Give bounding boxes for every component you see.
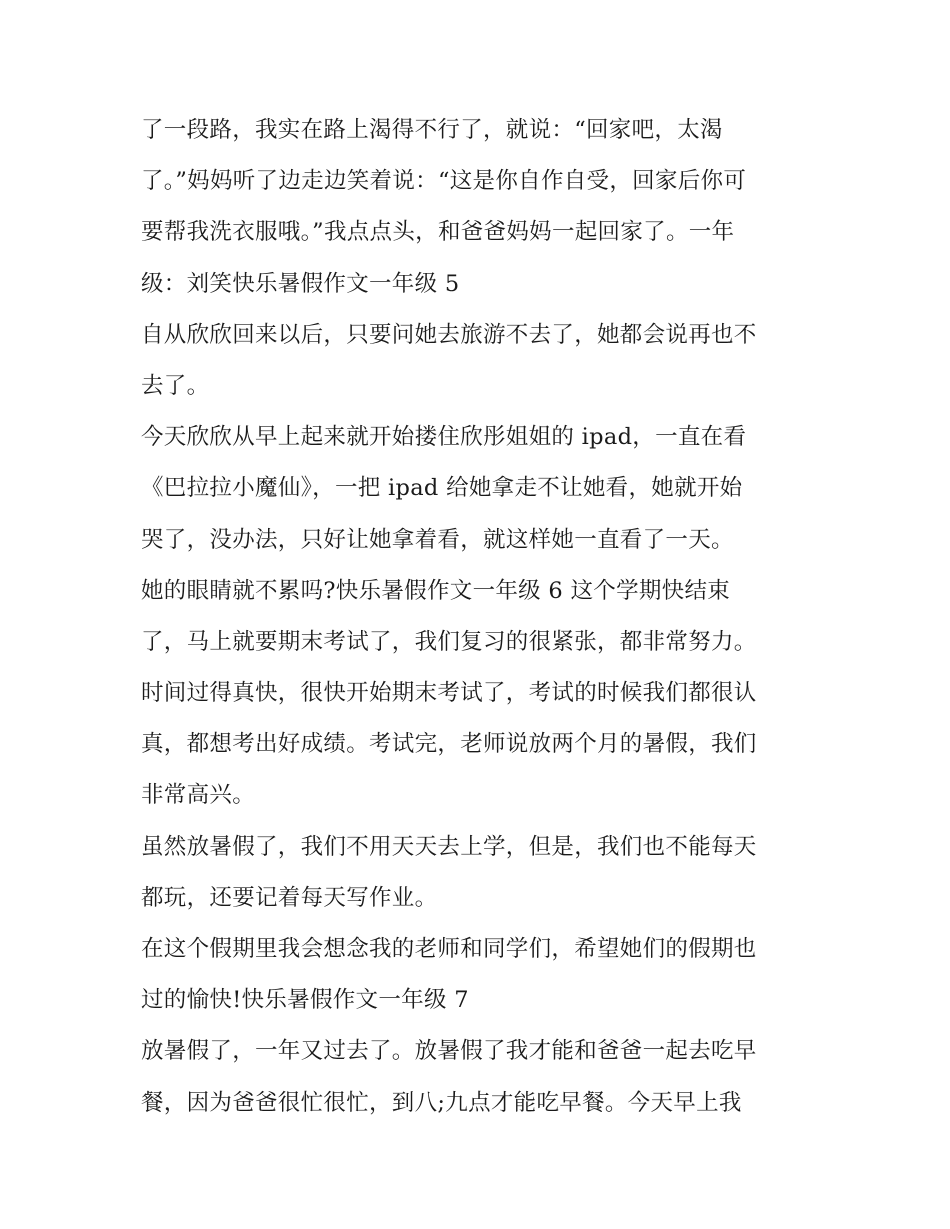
text-line: 都玩，还要记着每天写作业。: [141, 884, 438, 911]
text-line: 去了。: [141, 372, 210, 399]
text-line: 非常高兴。: [141, 782, 256, 809]
essay-text: [141, 105, 821, 1129]
text-line: 放暑假了，一年又过去了。放暑假了我才能和爸爸一起去吃早: [141, 1038, 757, 1065]
text-line: 了。”妈妈听了边走边笑着说：“这是你自作自受，回家后你可: [141, 168, 747, 195]
text-line: 今天欣欣从早上起来就开始搂住欣彤姐姐的 ipad，一直在看: [141, 424, 747, 451]
text-line: 在这个假期里我会想念我的老师和同学们，希望她们的假期也: [141, 936, 757, 962]
text-line: 餐，因为爸爸很忙很忙，到八;九点才能吃早餐。今天早上我: [141, 1089, 742, 1116]
text-line: 哭了，没办法，只好让她拿着看，就这样她一直看了一天。: [141, 526, 734, 553]
text-line: 级：刘笑快乐暑假作文一年级 5: [141, 270, 460, 297]
text-line: 真，都想考出好成绩。考试完，老师说放两个月的暑假，我们: [141, 731, 757, 758]
text-line: 了，马上就要期末考试了，我们复习的很紧张，都非常努力。: [141, 628, 757, 655]
text-line: 虽然放暑假了，我们不用天天去上学，但是，我们也不能每天: [141, 833, 757, 860]
text-line: 她的眼睛就不累吗?快乐暑假作文一年级 6 这个学期快结束: [141, 577, 731, 604]
text-line: 要帮我洗衣服哦。”我点点头，和爸爸妈妈一起回家了。一年: [141, 219, 735, 246]
text-line: 自从欣欣回来以后，只要问她去旅游不去了，她都会说再也不: [141, 321, 757, 348]
text-line: 时间过得真快，很快开始期末考试了，考试的时候我们都很认: [141, 680, 757, 707]
text-line: 过的愉快!快乐暑假作文一年级 7: [141, 987, 469, 1014]
text-line: 《巴拉拉小魔仙》，一把 ipad 给她拿走不让她看，她就开始: [141, 475, 743, 502]
text-line: 了一段路，我实在路上渴得不行了，就说：“回家吧，太渴: [141, 117, 723, 143]
